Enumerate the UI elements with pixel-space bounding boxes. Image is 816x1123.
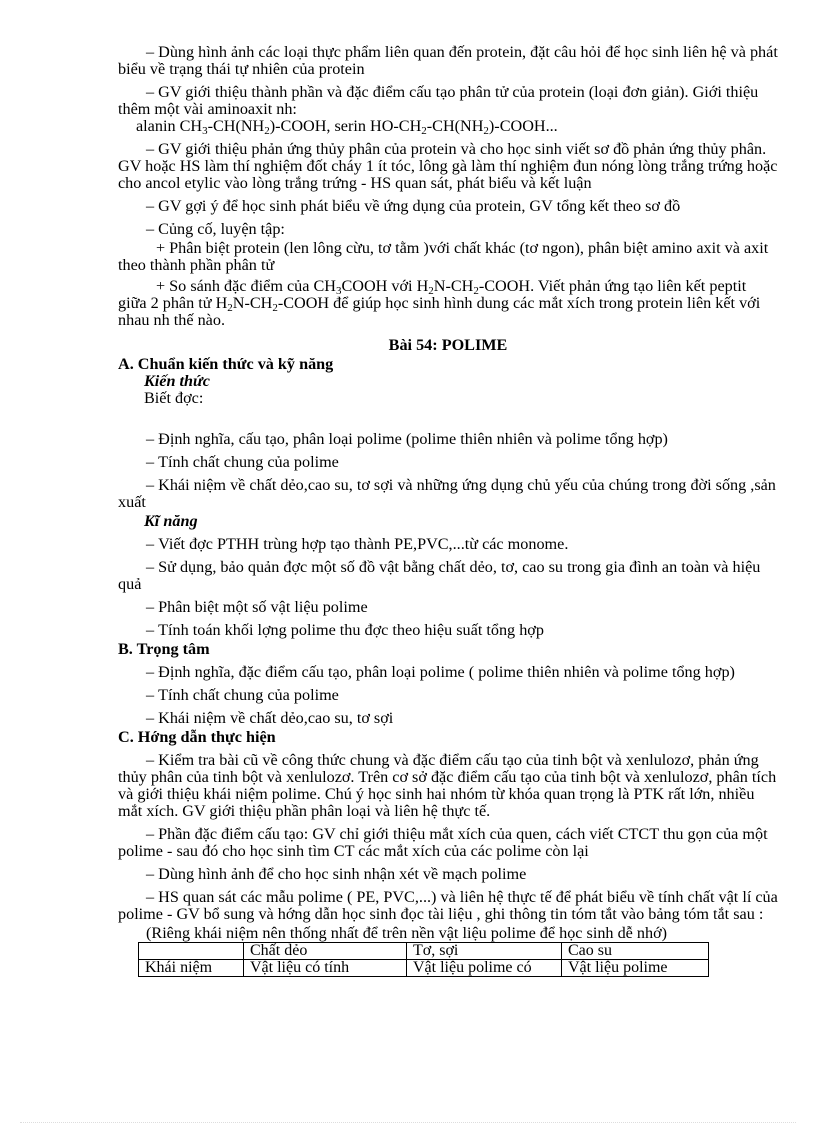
focus-item: – Tính chất chung của polime <box>118 687 778 704</box>
knowledge-item: – Tính chất chung của polime <box>118 454 778 471</box>
focus-item: – Định nghĩa, đặc điểm cấu tạo, phân loại polime ( polime thiên nhiên và polime tổng hợp) <box>118 664 778 681</box>
table-cell: Vật liệu polime có <box>407 960 562 977</box>
table-cell: Chất dẻo <box>244 943 407 960</box>
table-row <box>139 960 709 977</box>
guide-note: (Riêng khái niệm nên thống nhất để trên nền vật liệu polime để học sinh dễ nhớ) <box>146 924 668 942</box>
knowledge-item: – Định nghĩa, cấu tạo, phân loại polime (polime thiên nhiên và polime tổng hợp) <box>118 431 778 448</box>
section-c-heading: C. Hớng dẫn thực hiện <box>118 728 276 746</box>
guide-item: – Dùng hình ảnh để cho học sinh nhận xét về mạch polime <box>118 866 778 883</box>
section-b-heading: B. Trọng tâm <box>118 640 210 658</box>
document-page <box>118 44 778 977</box>
table-cell: Cao su <box>562 943 709 960</box>
focus-item: – Khái niệm về chất dẻo,cao su, tơ sợi <box>118 710 778 727</box>
paragraph-4: – GV gợi ý để học sinh phát biểu về ứng dụng của protein, GV tổng kết theo sơ đồ <box>118 198 778 215</box>
skill-item: – Tính toán khối lợng polime thu đợc theo hiệu suất tổng hợp <box>118 622 778 639</box>
aminoacid-formulas: alanin $CH_3-CH(NH_2)$-COOH, serin $HO-CH_2-CH(NH_2)$-COOH... <box>136 117 558 137</box>
skill-item: – Sử dụng, bảo quản đợc một số đồ vật bằng chất dẻo, tơ, cao su trong gia đình an toàn và hiệu quả <box>118 559 778 593</box>
table-cell: Vật liệu polime <box>562 960 709 977</box>
paragraph-1: – Dùng hình ảnh các loại thực phẩm liên quan đến protein, đặt câu hỏi để học sinh liên hệ và phát biểu về trạng thái tự nhiên của protein <box>118 44 778 78</box>
paragraph-7: + So sánh đặc điểm của $CH_3COOH$ với $H_2N-CH_2$-COOH. Viết phản ứng tạo liên kết peptit giữa 2 phân tử $H_2N-CH_2$-COOH để giúp học sinh hình dung các mắt xích trong protein liên kết với nhau nh thế nào. <box>118 277 761 329</box>
skill-heading: Kĩ năng <box>144 512 198 530</box>
lesson-title: Bài 54: POLIME <box>388 336 508 354</box>
guide-item: – Kiểm tra bài cũ về công thức chung và đặc điểm cấu tạo của tinh bột và xenlulozơ, phản ứng thủy phân của tinh bột và xenlulozơ. Trên cơ sở đặc điểm cấu tạo của tinh bột và xenlulozơ, phân tích và giới thiệu khái niệm polime. Chú ý học sinh hai nhóm từ khóa quan trọng là PTK rất lớn, nhiều mắt xích. GV giới thiệu phần phân loại và liên hệ thực tế. <box>118 752 778 820</box>
paragraph-3: – GV giới thiệu phản ứng thủy phân của protein và cho học sinh viết sơ đồ phản ứng thủy phân. GV hoặc HS làm thí nghiệm đốt cháy 1 ít tóc, lông gà làm thí nghiệm đun nóng lòng trắng trứng hoặc cho ancol etylic vào lòng trắng trứng - HS quan sát, phát biểu và kết luận <box>118 141 778 192</box>
knowledge-intro: Biết đợc: <box>144 389 204 407</box>
paragraph-2: – GV giới thiệu thành phần và đặc điểm cấu tạo phân tử của protein (loại đơn giản). Giới thiệu thêm một vài aminoaxit nh: alanin $CH_3-CH(NH_2)$-COOH, serin $HO-CH_2-CH(NH_2)$-COOH... <box>118 84 778 135</box>
paragraph-6: + Phân biệt protein (len lông cừu, tơ tằm )với chất khác (tơ ngon), phân biệt amino axit và axit theo thành phần phân tử <box>118 239 769 274</box>
table-cell: Khái niệm <box>139 960 244 977</box>
guide-item: – Phần đặc điểm cấu tạo: GV chỉ giới thiệu mắt xích của quen, cách viết CTCT thu gọn của một polime - sau đó cho học sinh tìm CT các mắt xích của các polime còn lại <box>118 826 778 860</box>
knowledge-heading: Kiến thức <box>144 372 210 390</box>
summary-table <box>138 942 709 977</box>
table-cell: Tơ, sợi <box>407 943 562 960</box>
knowledge-item: – Khái niệm về chất dẻo,cao su, tơ sợi và những ứng dụng chủ yếu của chúng trong đời sống ,sản xuất <box>118 477 778 511</box>
table-header-row <box>139 943 709 960</box>
table-cell: Vật liệu có tính <box>244 960 407 977</box>
section-a-heading: A. Chuẩn kiến thức và kỹ năng <box>118 355 334 373</box>
skill-item: – Phân biệt một số vật liệu polime <box>118 599 778 616</box>
table-cell <box>139 943 244 960</box>
skill-item: – Viết đợc PTHH trùng hợp tạo thành PE,PVC,...từ các monome. <box>118 536 778 553</box>
guide-item: – HS quan sát các mẫu polime ( PE, PVC,...) và liên hệ thực tế để phát biểu về tính chất vật lí của polime - GV bổ sung và hớng dẫn học sinh đọc tài liệu , ghi thông tin tóm tắt vào bảng tóm tắt sau : <box>118 889 778 923</box>
paragraph-5: – Củng cố, luyện tập: <box>118 221 778 238</box>
